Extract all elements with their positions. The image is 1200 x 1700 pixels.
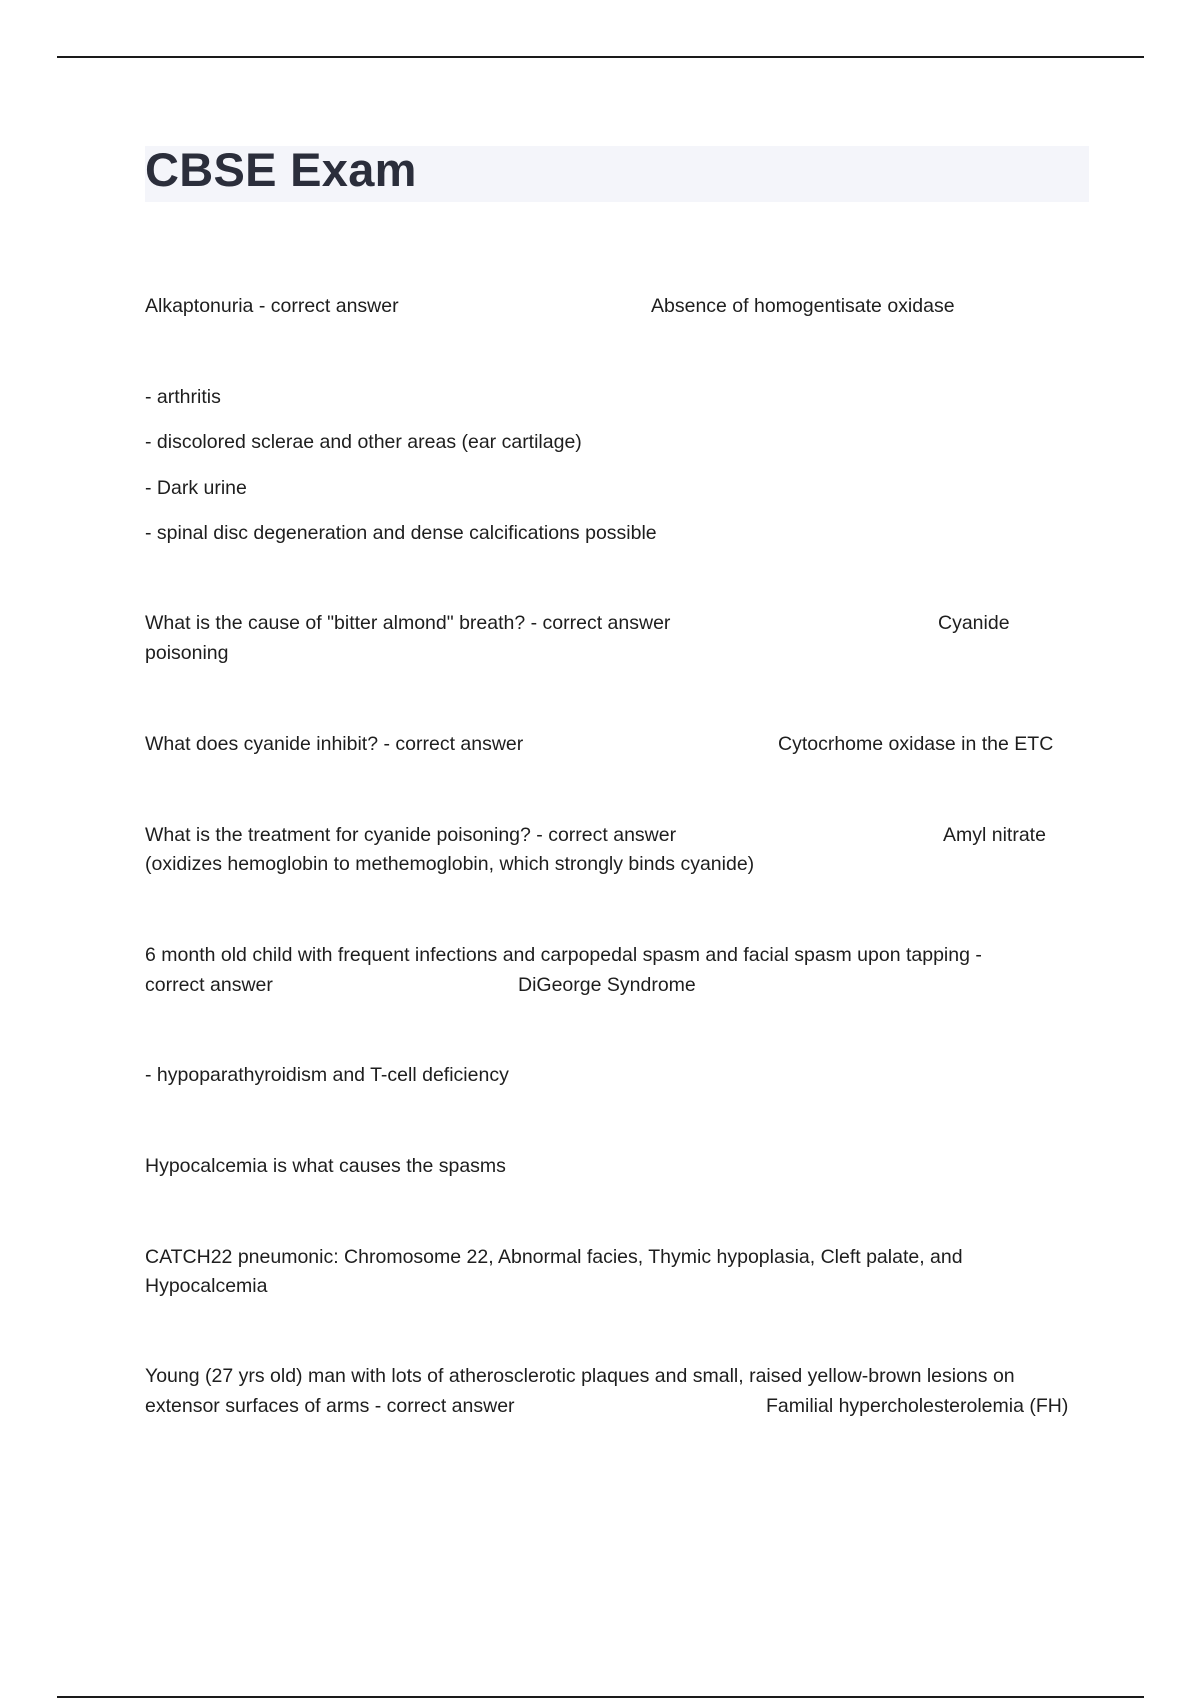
bottom-rule <box>57 1696 1144 1698</box>
top-rule <box>57 56 1144 58</box>
note-catch22: CATCH22 pneumonic: Chromosome 22, Abnormal facies, Thymic hypoplasia, Cleft palate, and <box>145 1246 963 1268</box>
note-catch22-cont: Hypocalcemia <box>145 1275 268 1297</box>
answer-young-man: Familial hypercholesterolemia (FH) <box>766 1395 1069 1417</box>
question-alkaptonuria: Alkaptonuria - correct answer <box>145 295 399 317</box>
answer-bitter-almond: Cyanide <box>938 612 1010 634</box>
page-title: CBSE Exam <box>145 143 417 196</box>
bullet-item: - arthritis <box>145 386 221 408</box>
answer-cyanide-treatment-cont: (oxidizes hemoglobin to methemoglobin, which strongly binds cyanide) <box>145 853 755 875</box>
note-hypoparathyroidism: - hypoparathyroidism and T-cell deficiency <box>145 1064 509 1086</box>
bullet-item: - Dark urine <box>145 477 247 499</box>
question-young-man-cont: extensor surfaces of arms - correct answer <box>145 1395 515 1417</box>
question-digeorge: 6 month old child with frequent infections and carpopedal spasm and facial spasm upon tapping - <box>145 944 982 966</box>
note-hypocalcemia: Hypocalcemia is what causes the spasms <box>145 1155 506 1177</box>
question-young-man: Young (27 yrs old) man with lots of atherosclerotic plaques and small, raised yellow-brown lesions on <box>145 1365 1015 1387</box>
question-digeorge-cont: correct answer <box>145 974 273 996</box>
answer-cyanide-inhibit: Cytocrhome oxidase in the ETC <box>778 733 1054 755</box>
answer-cyanide-treatment: Amyl nitrate <box>943 824 1046 846</box>
answer-bitter-almond-cont: poisoning <box>145 642 229 664</box>
answer-alkaptonuria: Absence of homogentisate oxidase <box>651 295 955 317</box>
question-cyanide-treatment: What is the treatment for cyanide poisoning? - correct answer <box>145 824 677 846</box>
bullet-item: - discolored sclerae and other areas (ear cartilage) <box>145 431 582 453</box>
question-bitter-almond: What is the cause of "bitter almond" breath? - correct answer <box>145 612 671 634</box>
bullet-item: - spinal disc degeneration and dense calcifications possible <box>145 522 657 544</box>
question-cyanide-inhibit: What does cyanide inhibit? - correct answer <box>145 733 524 755</box>
answer-digeorge: DiGeorge Syndrome <box>518 974 696 996</box>
